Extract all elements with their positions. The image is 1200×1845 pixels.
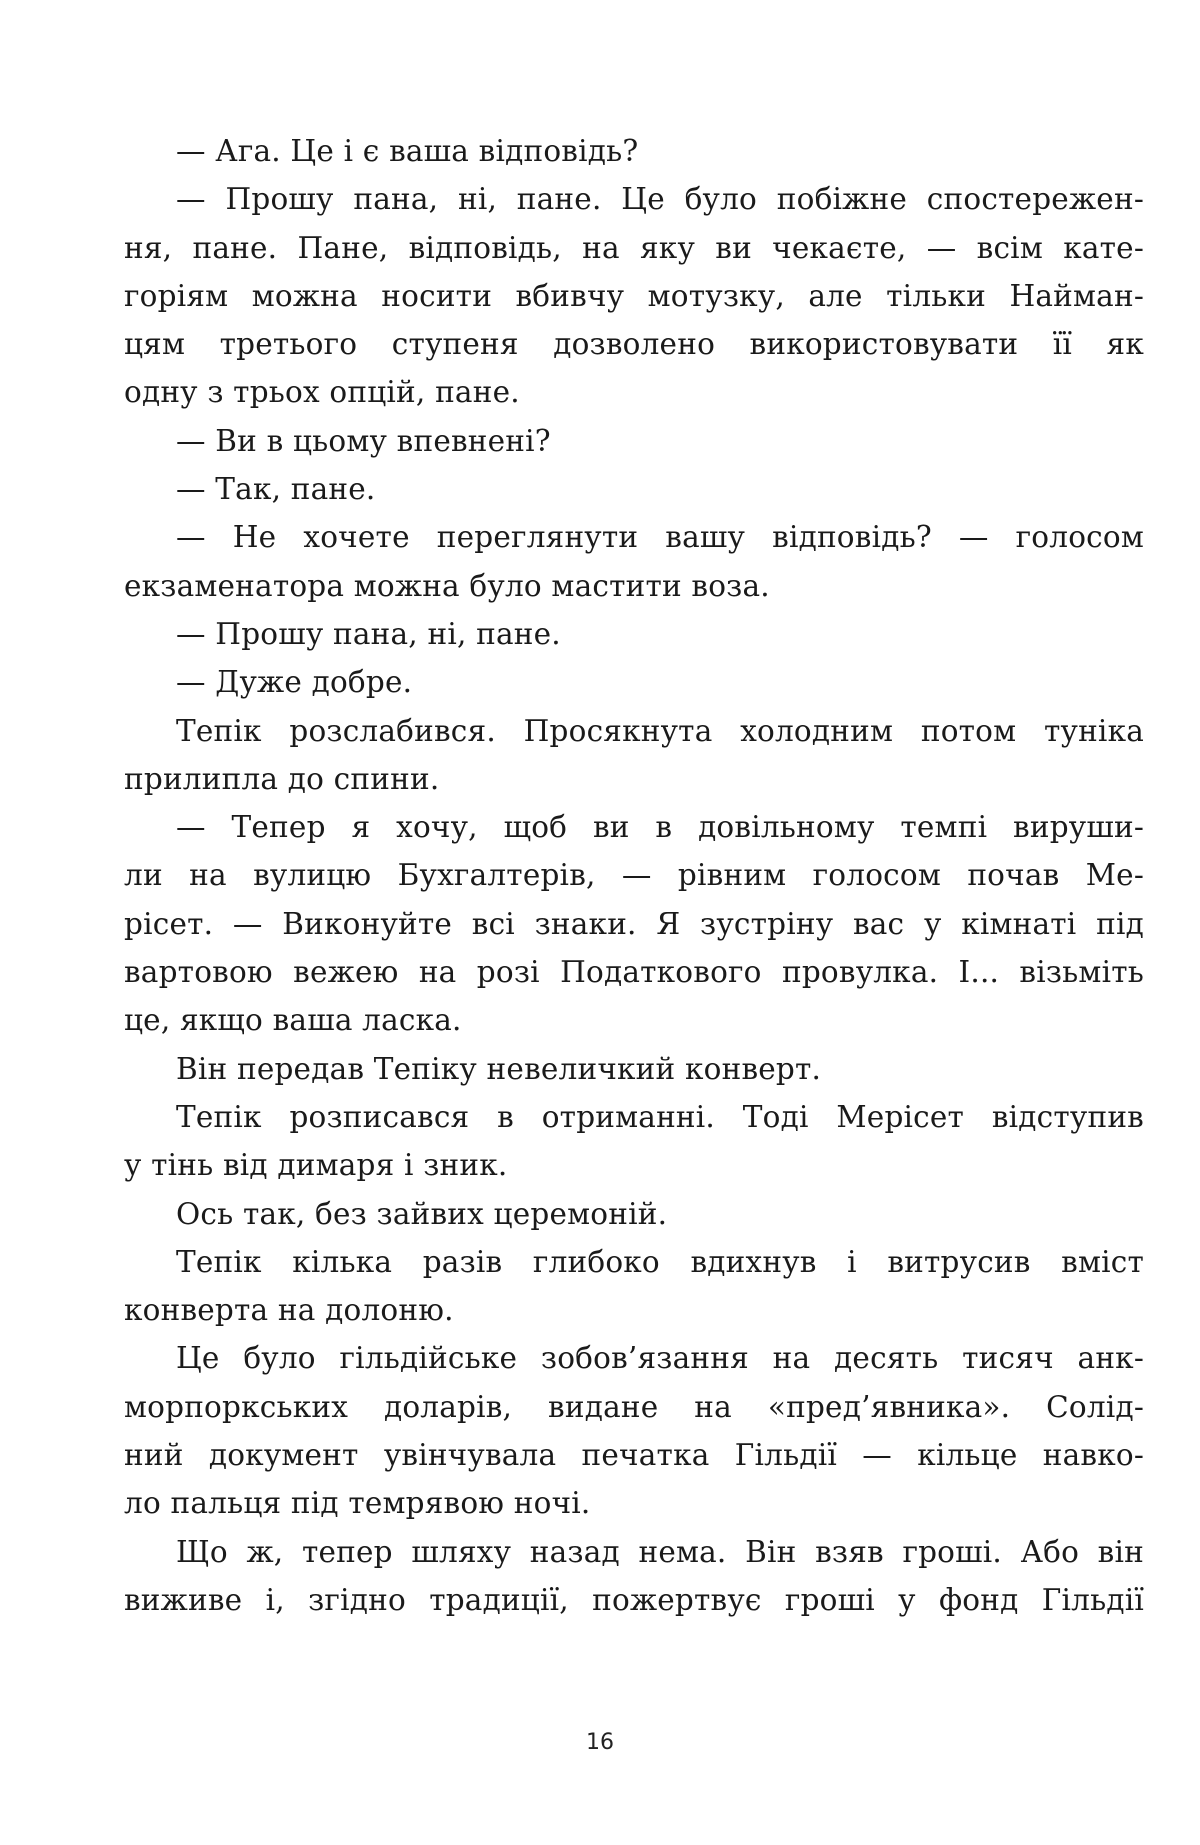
text-line: — Не хочете переглянути вашу відповідь? — голосом <box>176 520 1144 555</box>
text-line: — Так, пане. <box>176 472 376 507</box>
text-line: прилипла до спини. <box>124 761 440 796</box>
text-line: Тепік розслабився. Просякнута холодним потом туніка <box>176 713 1144 748</box>
text-line: Тепік розписався в отриманні. Тоді Мерісет відступив <box>176 1099 1144 1134</box>
text-line: екзаменатора можна було мастити воза. <box>124 568 770 603</box>
text-line: це, якщо ваша ласка. <box>124 1003 462 1038</box>
text-line: вартовою вежею на розі Податкового провулка. І... візьміть <box>124 955 1144 990</box>
text-line: одну з трьох опцій, пане. <box>124 375 520 410</box>
text-line: ли на вулицю Бухгалтерів, — рівним голосом почав Ме- <box>124 858 1144 893</box>
text-line: цям третього ступеня дозволено використовувати її як <box>124 327 1144 362</box>
text-line: Що ж, тепер шляху назад нема. Він взяв гроші. Або він <box>176 1534 1144 1569</box>
text-line: горіям можна носити вбивчу мотузку, але тільки Найман- <box>124 278 1144 313</box>
text-line: — Прошу пана, ні, пане. Це було побіжне спостережен- <box>176 182 1144 217</box>
body-text <box>124 127 1144 1624</box>
text-line: Він передав Тепіку невеличкий конверт. <box>176 1051 822 1086</box>
text-line: виживе і, згідно традиції, пожертвує гроші у фонд Гільдії <box>124 1582 1144 1617</box>
text-line: — Ви в цьому впевнені? <box>176 423 551 458</box>
text-line: Тепік кілька разів глибоко вдихнув і витрусив вміст <box>176 1244 1144 1279</box>
text-line: морпоркських доларів, видане на «пред’явника». Солід- <box>124 1389 1144 1424</box>
page-number: 16 <box>586 1730 614 1755</box>
text-line: ло пальця під темрявою ночі. <box>124 1486 591 1521</box>
text-line: — Ага. Це і є ваша відповідь? <box>176 134 639 168</box>
text-line: — Тепер я хочу, щоб ви в довільному темпі вируши- <box>176 810 1144 845</box>
text-line: — Дуже добре. <box>176 665 413 700</box>
text-line: у тінь від димаря і зник. <box>124 1148 508 1183</box>
text-line: — Прошу пана, ні, пане. <box>176 616 561 651</box>
text-line: рісет. — Виконуйте всі знаки. Я зустріну вас у кімнаті під <box>124 906 1144 941</box>
text-line: Ось так, без зайвих церемоній. <box>176 1196 668 1231</box>
text-line: ний документ увінчувала печатка Гільдії — кільце навко- <box>124 1438 1144 1473</box>
text-line: конверта на долоню. <box>124 1293 454 1328</box>
text-line: ня, пане. Пане, відповідь, на яку ви чекаєте, — всім кате- <box>124 230 1144 265</box>
text-line: Це було гільдійське зобов’язання на десять тисяч анк- <box>176 1341 1144 1376</box>
